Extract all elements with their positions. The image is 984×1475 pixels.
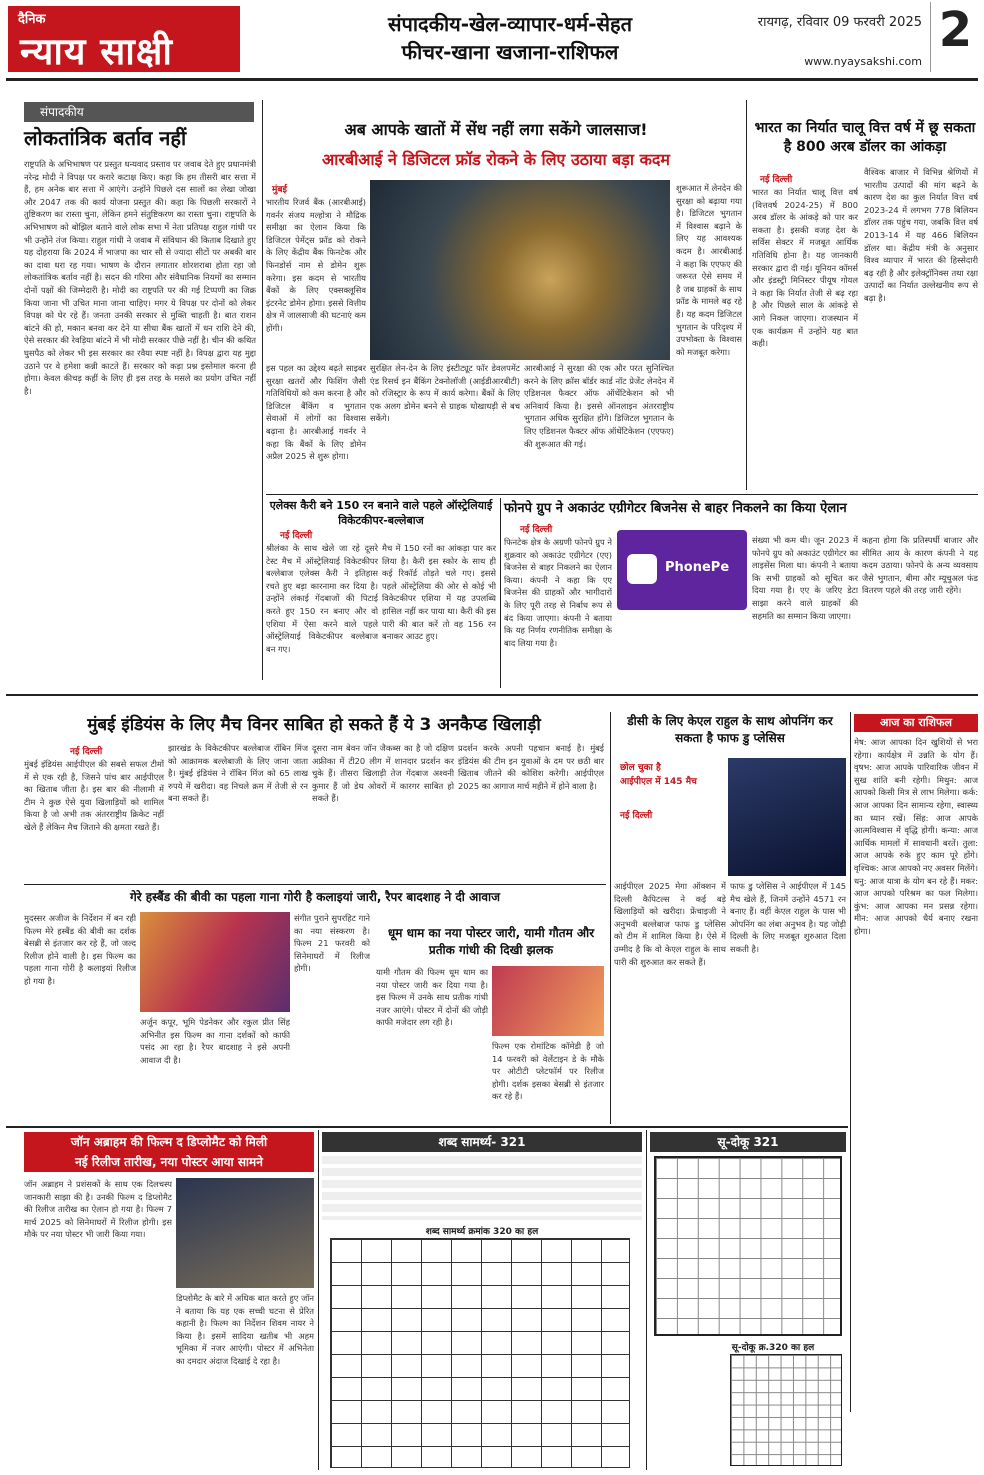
phonepe-logo-image: PhonePe xyxy=(617,530,747,610)
editorial-title: लोकतांत्रिक बर्ताव नहीं xyxy=(24,126,187,150)
rbi-dateline: मुंबई xyxy=(272,185,287,195)
rapper-col-3: संगीत पुराने सुपरहिट गाने का नया संस्करण है। फिल्म 21 फरवरी को सिनेमाघरों में रिलीज होगी। xyxy=(294,913,370,974)
issue-date: रायगढ़, रविवार 09 फरवरी 2025 xyxy=(757,15,922,30)
website-link[interactable]: www.nyaysakshi.com xyxy=(804,55,922,68)
sudoku-solution-grid xyxy=(730,1354,842,1466)
john-title-2: नई रिलीज तारीख, नया पोस्टर आया सामने xyxy=(75,1155,263,1169)
phonepe-dateline: नई दिल्ली xyxy=(520,525,553,535)
column-divider xyxy=(500,498,501,688)
john-poster-photo xyxy=(176,1178,314,1288)
section-divider xyxy=(24,884,606,885)
section-divider xyxy=(6,1126,848,1128)
crossword-grid[interactable] xyxy=(330,1238,630,1468)
section-divider xyxy=(6,694,978,696)
editorial-body: राष्ट्रपति के अभिभाषण पर प्रस्तुत धन्यवाद प्रस्ताव पर जवाब देते हुए प्रधानमंत्री नरेन्द्र मोदी ने विपक्ष पर करारे कटाक्ष किए। कहा कि हम तीसरी बार सत्ता में हैं, हम अनेक बार सत्ता में आएंगे। उन्होंने पिछले दस सालों का लेखा जोखा और 2047 तक की कार्य योजना प्रस्तुत की। कहा कि पिछली सरकारों ने तुष्टिकरण का रास्ता चुना, लेकिन हमने संतुष्टिकरण का रास्ता चुना। राष्ट्रपति के अभिभाषण को बोझिल बताने वाले लोक सभा में नेता प्रतिपक्ष राहुल गांधी पर भी उन्होंने तंज किया। राहुल गांधी ने जवाब में संविधान की किताब दिखाते हुए यह दोहराया कि 2024 में भाजपा का चार सौ से ज्यादा सीटों पर अबकी बार का दावा धरा रह गया। भाषण के दौरान लगातार शोरशराबा होता रहा जो लोकतांत्रिक बर्ताव नहीं है। सदन की गरिमा और संवैधानिक नियमों का सम्मान दोनों पक्षों की जिम्मेदारी है। मोदी का राष्ट्रपति पर की गई टिप्पणी का जिक्र किया जाना भी उचित माना जाना चाहिए। मगर ये विपक्ष पर दोनों को लेकर विपक्ष को घेर रहे हैं। जनता उनकी सरकार से मुक्ति चाहती है। बात राशन बांटने की हो, मकान बनवा कर देने या सीधा बैंक खातों में धन राशि देने की, ऐसे सरकार की रेवड़िया बांटने में भी मोदी सरकार पीछे नहीं है। चीन की कथित घुसपैठ को लेकर भी इस सरकार का रवैया स्पष्ट नहीं है। विपक्ष द्वारा यह मुद्दा उठाने पर वे हमेशा कन्नी काटते हैं। सरकार को कड़ा प्रश्न इस्तेमाल करना ही होगा। केवल कीचड़ कहीं के लिए ही इस तरह के मसले का प्रयोग उचित नहीं है। xyxy=(24,159,256,396)
logo-title: न्याय साक्षी xyxy=(20,30,174,73)
rashifal-body: मेष: आज आपका दिन खुशियों से भरा रहेगा। कार्यक्षेत्र में उन्नति के योग हैं। वृषभ: आज आपके पारिवारिक जीवन में सुख शांति बनी रहेगी। मिथुन: आज आपको किसी मित्र से लाभ मिलेगा। कर्क: आज आपका दिन सामान्य रहेगा, स्वास्थ्य का ध्यान रखें। सिंह: आज आपके आत्मविश्वास में वृद्धि होगी। कन्या: आज आर्थिक मामलों में सावधानी बरतें। तुला: आज आपके रुके हुए काम पूरे होंगे। वृश्चिक: आज आपको नए अवसर मिलेंगे। धनु: आज यात्रा के योग बन रहे हैं। मकर: आज आपको परिश्रम का फल मिलेगा। कुंभ: आज आपका मन प्रसन्न रहेगा। मीन: आज आपको धैर्य बनाए रखना होगा। xyxy=(854,737,978,936)
column-divider xyxy=(850,712,851,1412)
rbi-col-4: आरबीआई ने सुरक्षा की एक और परत सुनिश्चित करने के लिए क्रॉस बॉर्डर कार्ड नॉट प्रेजेंट लेनदेन में एडिशनल फैक्टर ऑफ ऑथेंटिकेशन को भी अनिवार्य किया है। इससे ऑनलाइन अंतरराष्ट्रीय भुगतान अधिक सुरक्षित होंगे। डिजिटल भुगतान के लिए एडिशनल फैक्टर ऑफ ऑथेंटिकेशन (एएफए) की शुरूआत की गई। xyxy=(524,363,674,449)
sudoku-solution-label: सू-दोकू क्र.320 का हल xyxy=(731,1343,815,1353)
masthead xyxy=(0,0,984,78)
rapper-col-1: मुदस्सर अजीज के निर्देशन में बन रही फिल्म मेरे हस्बैंड की बीवी का दर्शक बेसब्री से इंतजार कर रहे हैं, जो जल्द रिलीज होने वाली है। इस फिल्म का पहला गाना गोरी है कलाइयां रिलीज हो गया है। xyxy=(24,913,136,986)
masthead-rule xyxy=(6,78,978,81)
klrahul-tag-2: आईपीएल में 145 मैच xyxy=(620,777,697,787)
mumbai-col-1: मुंबई इंडियंस आईपीएल की सबसे सफल टीमों में से एक रही है, जिसने पांच बार आईपीएल का खिताब जीता है। इस बार की नीलामी में टीम ने कुछ ऐसे युवा खिलाड़ियों को शामिल किया है जो अभी तक अंतरराष्ट्रीय क्रिकेट नहीं खेले हैं लेकिन मैच जिताने की क्षमता रखते हैं। xyxy=(24,759,164,832)
mumbai-col-3: दूसरा नाम बेवन जॉन जैकब्स का है जो दक्षिण अफ्रीका में टी20 लीग में शानदार प्रदर्शन कर चुके हैं। तीसरा खिलाड़ी तेज गेंदबाज अश्वनी कुमार हैं जो डेथ ओवरों में कारगर साबित हो सकते हैं। xyxy=(312,743,454,804)
john-col-2: डिप्लोमैट के बारे में अधिक बात करते हुए जॉन ने बताया कि यह एक सच्ची घटना से प्रेरित कहानी है। फिल्म का निर्देशन शिवम नायर ने किया है। इसमें सादिया खतीब भी अहम भूमिका में नजर आएंगी। पोस्टर में अभिनेता का दमदार अंदाज दिखाई दे रहा है। xyxy=(176,1293,314,1366)
page-number: 2 xyxy=(930,2,980,72)
klrahul-tag-1: छोल चुका है xyxy=(620,763,661,773)
export-dateline: नई दिल्ली xyxy=(760,175,793,185)
export-col-2: वैश्विक बाजार में विभिन्न श्रेणियों में भारतीय उत्पादों की मांग बढ़ने के कारण देश का कुल निर्यात वित्त वर्ष 2023-24 में लगभग 778 बिलियन डॉलर तक पहुंच गया, जबकि वित्त वर्ष 2013-14 में यह 466 बिलियन डॉलर था। केंद्रीय मंत्री के अनुसार विश्व व्यापार में भारत की हिस्सेदारी बढ़ रही है और इलेक्ट्रॉनिक्स तथा रक्षा उत्पादों का निर्यात उल्लेखनीय रूप से बढ़ा है। xyxy=(864,167,978,303)
alex-dateline: नई दिल्ली xyxy=(280,531,313,541)
column-divider xyxy=(318,1130,319,1470)
rapper-photo xyxy=(140,912,290,1012)
categories-line-2: फीचर-खाना खजाना-राशिफल xyxy=(401,40,619,64)
dhoom-title: धूम धाम का नया पोस्टर जारी, यामी गौतम और प्रतीक गांधी की दिखी झलक xyxy=(387,926,595,957)
mumbai-col-2: झारखंड के विकेटकीपर बल्लेबाज रॉबिन मिंज को आक्रामक बल्लेबाजी के लिए जाना जाता है। मुंबई इंडियंस ने रॉबिन मिंज को 65 लाख रुपये में खरीदा। वह निचले क्रम में तेजी से रन बना सकते हैं। xyxy=(168,743,308,804)
alex-col-1: श्रीलंका के साथ खेले जा रहे दूसरे टेस्ट मैच में ऑस्ट्रेलियाई विकेटकीपर बल्लेबाज एलेक्स कैरी ने इतिहास रचते हुए बड़ा कारनामा कर दिया है। उन्होंने लंकाई गेंदबाजों की पिटाई करते हुए 150 रन बनाए और वो एशिया में ऐसा करने वाले पहले ऑस्ट्रेलियाई विकेटकीपर बल्लेबाज बन गए। xyxy=(266,543,378,654)
export-title: भारत का निर्यात चालू वित्त वर्ष में छू सकता है 800 अरब डॉलर का आंकड़ा xyxy=(754,120,976,155)
alex-col-2: मैच में 150 रनों का आंकड़ा पार कर लिया है। कैरी इस स्कोर के साथ ही कई रिकॉर्ड तोड़ते चले गए। इससे पहले ऑस्ट्रेलिया की ओर से कोई भी विकेटकीपर एशिया में यह उपलब्धि हासिल नहीं कर पाया था। कैरी की इस पारी की बात करें तो वह 156 रन बनाकर आउट हुए। xyxy=(382,543,496,642)
john-col-1: जॉन अब्राहम ने प्रशंसकों के साथ एक दिलचस्प जानकारी साझा की है। उनकी फिल्म द डिप्लोमैट की रिलीज तारीख का ऐलान हो गया है। फिल्म 7 मार्च 2025 को सिनेमाघरों में रिलीज होगी। इस मौके पर नया पोस्टर भी जारी किया गया। xyxy=(24,1179,172,1240)
mumbai-title: मुंबई इंडियंस के लिए मैच विनर साबित हो सकते हैं ये 3 अनकैप्ड खिलाड़ी xyxy=(87,715,541,735)
column-divider xyxy=(610,712,611,1124)
rbi-title-2: आरबीआई ने डिजिटल फ्रॉड रोकने के लिए उठाया बड़ा कदम xyxy=(322,150,670,169)
rbi-col-2: इस पहल का उद्देश्य बढ़ते साइबर सुरक्षा खतरों और फिशिंग जैसी गतिविधियों को कम करना है और डिजिटल बैंकिंग व भुगतान सेवाओं में लोगों का विश्वास बढ़ाना है। आरबीआई गवर्नर ने कहा कि बैंकों के लिए डोमेन अप्रैल 2025 से शुरू होगा। xyxy=(266,363,366,462)
rapper-title: गेरे हस्बैंड की बीवी का पहला गाना गोरी है कलाइयां जारी, रैपर बादशाह ने दी आवाज xyxy=(129,890,501,904)
newspaper-logo xyxy=(8,6,240,72)
klrahul-col-2: फाफ डु प्लेसिस ने आईपीएल में 145 मैच खेले हैं, जिनमें उन्होंने 4571 रन बनाए हैं। वहीं केएल राहुल के पास भी ओपनिंग का लंबा अनुभव है। यह जोड़ी दिल्ली के लिए मजबूत शुरुआत दिला सकती है। xyxy=(730,881,846,954)
dhoom-col-2: फिल्म एक रोमांटिक कॉमेडी है जो 14 फरवरी को वेलेंटाइन डे के मौके पर ओटीटी प्लेटफॉर्म पर रिलीज होगी। दर्शक इसका बेसब्री से इंतजार कर रहे हैं। xyxy=(492,1041,604,1102)
rbi-title-1: अब आपके खातों में सेंध नहीं लगा सकेंगे जालसाज! xyxy=(344,120,648,139)
section-categories xyxy=(300,10,720,66)
crossword-solution-label: शब्द सामर्थ्य क्रमांक 320 का हल xyxy=(425,1227,539,1237)
logo-small-text: दैनिक xyxy=(18,12,46,27)
alex-title: एलेक्स कैरी बने 150 रन बनाने वाले पहले ऑस्ट्रेलियाई विकेटकीपर-बल्लेबाज xyxy=(269,499,493,527)
dhoom-photo xyxy=(492,966,604,1036)
rashifal-label: आज का राशिफल xyxy=(854,714,978,732)
phonepe-col-2: संख्या भी कम थी। जून 2023 में फोनपे ग्रुप को अकाउंट एग्रीगेटर का लाइसेंस मिला था। कंपनी ने बताया कि सभी ग्राहकों को सूचित कर दिया गया है। एए के जरिए डेटा साझा करने वाले ग्राहकों की सहमति का सम्मान किया जाएगा। xyxy=(752,535,858,621)
klrahul-photo xyxy=(728,758,846,876)
crossword-clues xyxy=(322,1156,642,1220)
column-divider xyxy=(746,100,747,490)
phonepe-title: फोनपे ग्रुप ने अकाउंट एग्रीगेटर बिजनेस से बाहर निकलने का किया ऐलान xyxy=(504,501,847,516)
section-divider xyxy=(266,494,978,495)
rbi-col-5: शुरूआत में लेनदेन की सुरक्षा को बढ़ाया गया है। डिजिटल भुगतान में विश्वास बढ़ाने के लिए यह आवश्यक कदम है। आरबीआई ने कहा कि एएफए की जरूरत ऐसे समय में है जब ग्राहकों के साथ फ्रॉड के मामले बढ़ रहे हैं। यह कदम डिजिटल भुगतान के परिदृश्य में उपभोक्ता के विश्वास को मजबूत करेगा। xyxy=(676,183,742,357)
sudoku-grid[interactable] xyxy=(654,1156,842,1336)
klrahul-dateline: नई दिल्ली xyxy=(620,811,653,821)
phonepe-col-3: कहना होगा कि प्रतिस्पर्धी बाजार और सीमित आय के कारण कंपनी ने यह कदम उठाया। फोनपे के अन्य व्यवसाय जैसे भुगतान, बीमा और म्यूचुअल फंड वितरण पहले की तरह जारी रहेंगे। xyxy=(862,535,978,596)
rbi-col-1: भारतीय रिजर्व बैंक (आरबीआई) गवर्नर संजय मल्होत्रा ने मौद्रिक समीक्षा का ऐलान किया कि डिजिटल पेमेंट्स फ्रॉड को रोकने के लिए केंद्रीय बैंक फिनटेक और फिनडोर्स नाम से डोमेन शुरू करेगा। इस कदम से भारतीय बैंकों के लिए एक्सक्लूसिव इंटरनेट डोमेन होगा। इससे वित्तीय क्षेत्र में जालसाजी की घटनाएं कम होंगी। xyxy=(266,197,366,333)
rapper-col-2: अर्जुन कपूर, भूमि पेडनेकर और रकुल प्रीत सिंह अभिनीत इस फिल्म का गाना दर्शकों को काफी पसंद आ रहा है। रैपर बादशाह ने इसे अपनी आवाज दी है। xyxy=(140,1017,290,1065)
phonepe-col-1: फिनटेक क्षेत्र के अग्रणी फोनपे ग्रुप ने शुक्रवार को अकाउंट एग्रीगेटर (एए) बिजनेस से बाहर निकलने का ऐलान किया। कंपनी ने कहा कि एए बिजनेस की ग्राहकों और भागीदारों के लिए पूरी तरह से निर्बाध रूप से बंद किया जाएगा। कंपनी ने बताया कि यह निर्णय रणनीतिक समीक्षा के बाद लिया गया है। xyxy=(504,537,612,648)
rbi-col-3: सुरक्षित लेन-देन के लिए इंस्टीट्यूट फॉर डेवलपमेंट एंड रिसर्च इन बैंकिंग टेक्नोलॉजी (आईडीआरबीटी) को रजिस्ट्रार के रूप में कार्य करेगा। बैंकों के लिए एक अलग डोमेन बनने से ग्राहक धोखाधड़ी से बच सकेंगे। xyxy=(370,363,520,424)
mumbai-col-4: प्रदर्शन करके अपनी पहचान बनाई है। मुंबई इंडियंस की टीम इन युवाओं के दम पर छठी बार खिताब जीतने की कोशिश करेगी। आईपीएल 2025 का आगाज मार्च महीने में होने वाला है। xyxy=(458,743,604,791)
rbi-emblem-photo xyxy=(370,180,670,360)
column-divider xyxy=(646,1130,647,1470)
export-col-1: भारत का निर्यात चालू वित्त वर्ष (वित्तवर्ष 2024-25) में 800 अरब डॉलर के आंकड़े को पार कर सकता है। इसकी वजह देश के सर्विस सेक्टर में मजबूत आर्थिक गतिविधि होना है। यह जानकारी सरकार द्वारा दी गई। यूनियन कॉमर्स और इंडस्ट्री मिनिस्टर पीयूष गोयल ने कहा कि निर्यात तेजी से बढ़ रहा है और पिछले साल के आंकड़े से आगे निकल जाएगा। राजस्थान में एक कार्यक्रम में उन्होंने यह बात कही। xyxy=(752,187,858,349)
editorial-label: संपादकीय xyxy=(24,102,254,122)
sudoku-title: सू-दोकू 321 xyxy=(650,1132,846,1152)
crossword-title: शब्द सामर्थ्य- 321 xyxy=(322,1132,642,1152)
column-divider xyxy=(262,100,263,680)
dhoom-col-1: यामी गौतम की फिल्म धूम धाम का नया पोस्टर जारी कर दिया गया है। इस फिल्म में उनके साथ प्रतीक गांधी नजर आएंगे। पोस्टर में दोनों की जोड़ी काफी मजेदार लग रही है। xyxy=(376,967,488,1028)
klrahul-title: डीसी के लिए केएल राहुल के साथ ओपनिंग कर सकता है फाफ डु प्लेसिस xyxy=(627,714,833,745)
klrahul-col-1: आईपीएल 2025 मेगा ऑक्शन में दिल्ली कैपिटल्स ने कई बड़े खिलाड़ियों को खरीदा। फ्रेंचाइजी ने अनुभवी बल्लेबाज फाफ डु प्लेसिस को टीम में शामिल किया है। ऐसे में उम्मीद है कि वो केएल राहुल के साथ पारी की शुरुआत कर सकते हैं। xyxy=(614,881,726,967)
john-title-banner xyxy=(24,1132,314,1172)
mumbai-dateline: नई दिल्ली xyxy=(70,747,103,757)
john-title-1: जॉन अब्राहम की फिल्म द डिप्लोमैट को मिली xyxy=(70,1135,268,1149)
categories-line-1: संपादकीय-खेल-व्यापार-धर्म-सेहत xyxy=(387,12,633,36)
